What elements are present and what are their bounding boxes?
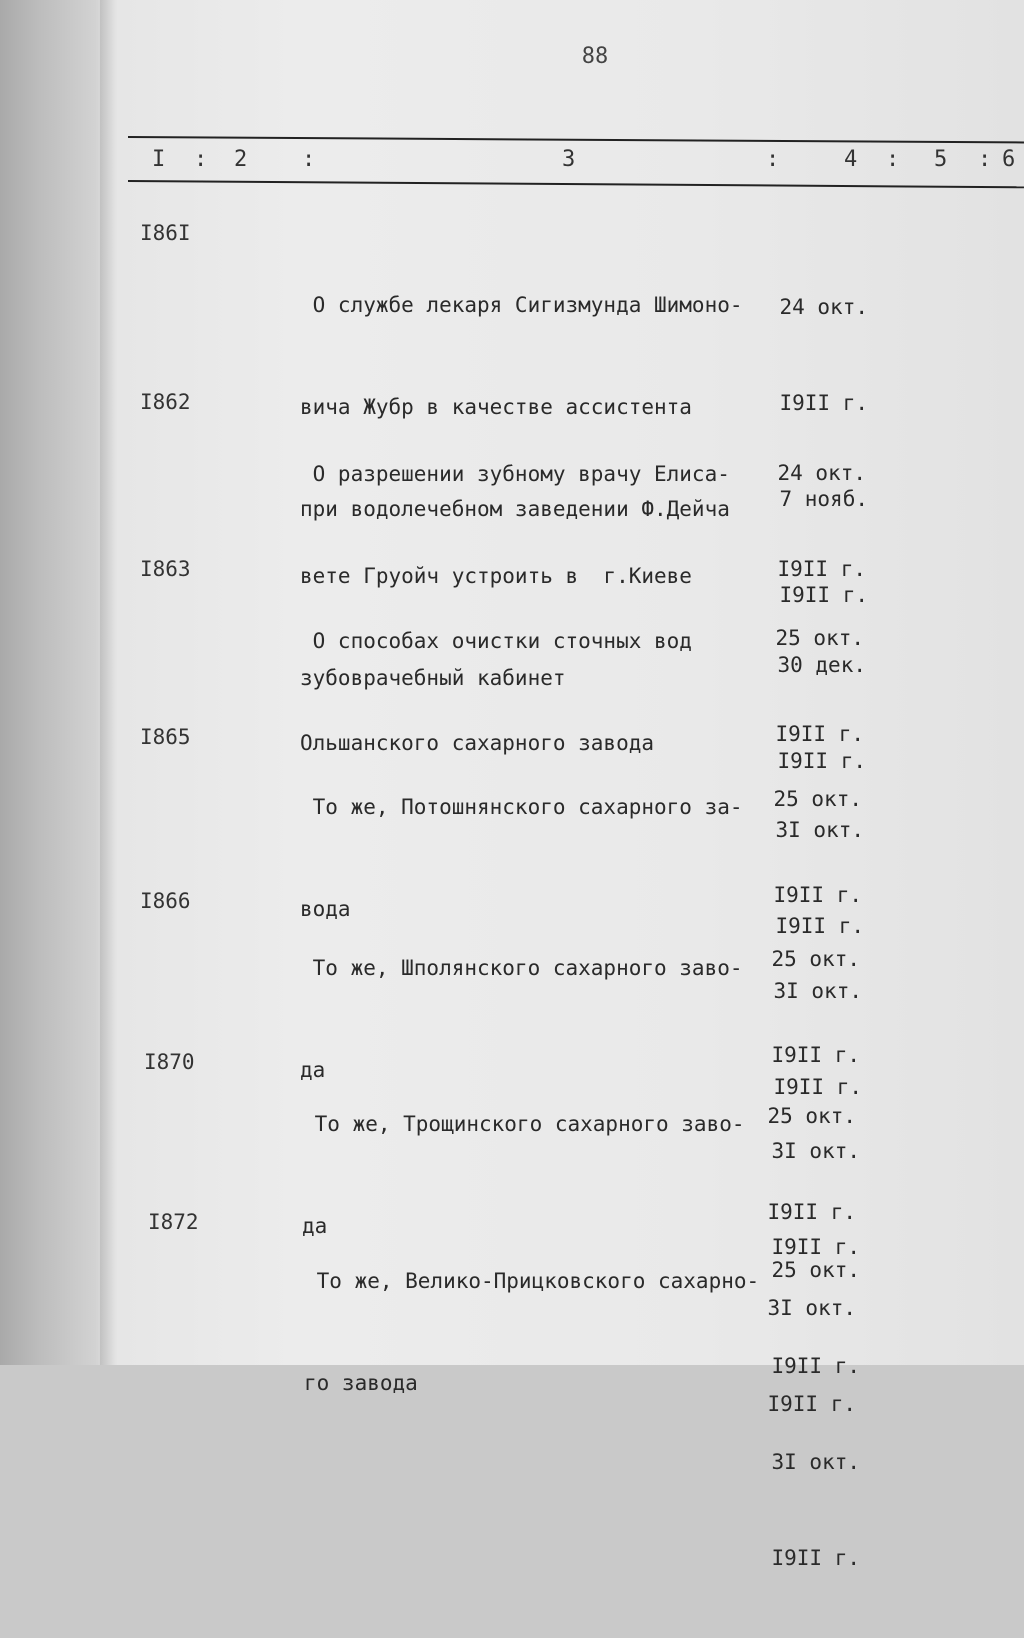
- entry-description-line: при водолечебном заведении Ф.Дейча: [300, 497, 730, 521]
- entry-description-line: О способах очистки сточных вод: [300, 629, 692, 653]
- entry-date-line: I9II г.: [779, 583, 868, 607]
- entry-description-line: да: [302, 1214, 328, 1238]
- header-separator: :: [302, 147, 316, 172]
- entry-date-line: 3I окт.: [771, 1450, 860, 1474]
- entry-date-line: I9II г.: [779, 391, 868, 415]
- entry-description-line: вича Жубр в качестве ассистента: [300, 395, 692, 419]
- header-rule-top: [128, 136, 1024, 143]
- header-separator: :: [766, 147, 780, 172]
- header-col-4: 4: [844, 147, 858, 172]
- header-col-1: I: [152, 147, 166, 172]
- entry-date-line: I9II г.: [767, 1392, 856, 1416]
- entry-date-line: I9II г.: [771, 1546, 860, 1570]
- header-separator: :: [978, 147, 992, 172]
- entry-date-line: I9II г.: [773, 1075, 862, 1099]
- entry-number: I862: [140, 390, 191, 414]
- entry-date-line: 3I окт.: [771, 1139, 860, 1163]
- page-number: 88: [581, 44, 609, 69]
- entry-number: I86I: [140, 221, 191, 245]
- entry-date-line: 3I окт.: [773, 979, 862, 1003]
- binding-shadow: [100, 0, 118, 1365]
- entry-number: I870: [144, 1050, 195, 1074]
- entry-date-line: 24 окт.: [779, 295, 868, 319]
- entry-date-line: 7 нояб.: [779, 487, 868, 511]
- entry-date-line: 30 дек.: [777, 653, 866, 677]
- entry-date-line: 3I окт.: [767, 1296, 856, 1320]
- entry-number: I866: [140, 889, 191, 913]
- entry-number: I863: [140, 557, 191, 581]
- entry-number: I865: [140, 725, 191, 749]
- header-separator: :: [194, 147, 208, 172]
- entry-date-line: I9II г.: [771, 1043, 860, 1067]
- entry-description-line: О службе лекаря Сигизмунда Шимоно-: [300, 293, 743, 317]
- entry-description-line: да: [300, 1058, 326, 1082]
- header-rule-bottom: [128, 180, 1024, 188]
- entry-dates: [748, 1190, 860, 1638]
- entry-description-line: То же, Велико-Прицковского сахарно-: [304, 1269, 760, 1293]
- entry-date-line: I9II г.: [771, 1235, 860, 1259]
- entry-date-line: 25 окт.: [771, 1258, 860, 1282]
- entry-date-line: 25 окт.: [773, 787, 862, 811]
- entry-date-line: I9II г.: [773, 883, 862, 907]
- entry-date-line: I9II г.: [777, 749, 866, 773]
- entry-date-line: 25 окт.: [767, 1104, 856, 1128]
- header-col-2: 2: [234, 147, 248, 172]
- header-col-6: 6: [1002, 147, 1016, 172]
- entry-date-line: I9II г.: [777, 557, 866, 581]
- entry-description-line: То же, Трощинского сахарного заво-: [302, 1112, 745, 1136]
- entry-description-line: То же, Потошнянского сахарного за-: [300, 795, 743, 819]
- entry-date-line: I9II г.: [767, 1200, 856, 1224]
- entry-description-line: Ольшанского сахарного завода: [300, 731, 655, 755]
- entry-date-line: 3I окт.: [775, 818, 864, 842]
- entry-description-line: вода: [300, 897, 351, 921]
- entry-description-line: зубоврачебный кабинет: [300, 666, 566, 690]
- entry-description: [304, 1196, 759, 1468]
- entry-description-line: О разрешении зубному врачу Елиса-: [300, 462, 730, 486]
- entry-date-line: I9II г.: [771, 1354, 860, 1378]
- entry-description-line: То же, Шполянского сахарного заво-: [300, 956, 743, 980]
- entry-description-line: вете Груойч устроить в г.Киеве: [300, 564, 692, 588]
- entry-date-line: I9II г.: [775, 914, 864, 938]
- entry-number: I872: [148, 1210, 199, 1234]
- header-separator: :: [886, 147, 900, 172]
- header-col-3: 3: [562, 147, 576, 172]
- header-col-5: 5: [934, 147, 948, 172]
- entry-date-line: 25 окт.: [771, 947, 860, 971]
- entry-date-line: 24 окт.: [777, 461, 866, 485]
- entry-date-line: 25 окт.: [775, 626, 864, 650]
- entry-description-line: го завода: [304, 1371, 418, 1395]
- entry-date-line: I9II г.: [775, 722, 864, 746]
